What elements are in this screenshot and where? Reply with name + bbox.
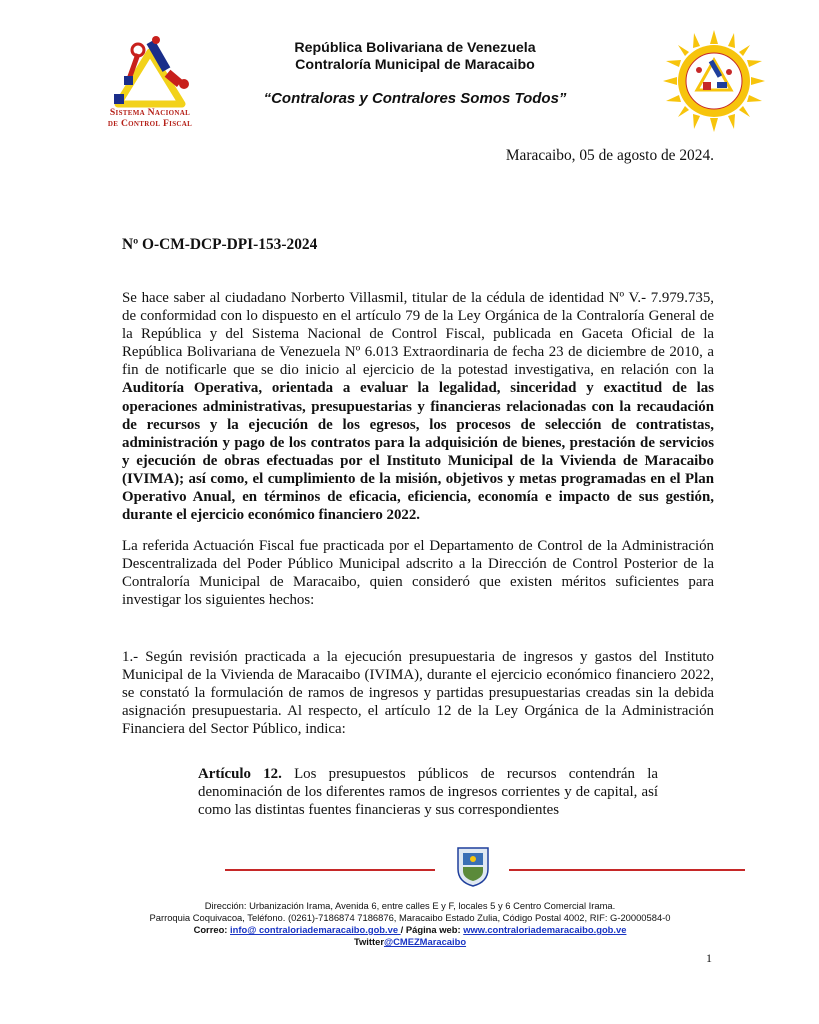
article-12-text: Los presupuestos públicos de recursos contendrán la denominación de los diferentes ramos de ingresos corrientes y de capital, así como las distintas fuentes financieras y sus correspondientes (198, 766, 658, 819)
notification-intro: Se hace saber al ciudadano Norberto Villasmil, titular de la cédula de identidad Nº V.- 7.979.735, de conformidad con lo dispuesto en el artículo 79 de la Ley Orgánica de la Contraloría General de la República y del Sistema Nacional de Control Fiscal, publicada en Gaceta Oficial de la República Bolivariana de Venezuela Nº 6.013 Extraordinaria de fecha 23 de diciembre de 2010, a fin de notificarle que se dio inicio al ejercicio de la potestad investigativa, en relación con la (122, 290, 714, 379)
document-date: Maracaibo, 05 de agosto de 2024. (505, 147, 714, 164)
footer-parish-phone: Parroquia Coquivacoa, Teléfono. (0261)-7186874 7186876, Maracaibo Estado Zulia, Código Postal 4002, RIF: G-20000584-0 (149, 912, 671, 923)
notification-paragraph (122, 289, 714, 524)
twitter-label: Twitter (353, 936, 384, 947)
article-12-heading: Artículo 12. (198, 766, 282, 782)
contraloria-municipal-sun-logo (663, 30, 765, 132)
web-label: / Página web: (400, 924, 464, 935)
email-link[interactable]: info@ contraloriademaracaibo.gob.ve (230, 924, 401, 935)
page-number: 1 (706, 951, 712, 965)
fiscal-action-paragraph: La referida Actuación Fiscal fue practicada por el Departamento de Control de la Administración Descentralizada del Poder Público Municipal adscrito a la Dirección de Control Posterior de la Contraloría Municipal de Maracaibo, quien consideró que existen méritos suficientes para investigar los siguientes hechos: (122, 538, 714, 609)
audit-description: Auditoría Operativa, orientada a evaluar la legalidad, sinceridad y exactitud de las operaciones administrativas, presupuestarias y financieras relacionadas con la recaudación de recursos y la ejecución de los egresos, los procesos de selección de contratistas, administración y pago de los contratos para la adquisición de bienes, prestación de servicios y ejecución de obras efectuadas por el Instituto Municipal de la Vivienda de Maracaibo (IVIMA); así como, el cumplimiento de la misión, objetivos y metas programadas en el Plan Operativo Anual, en términos de eficacia, eficiencia, economía e impacto de sus gestión, durante el ejercicio económico financiero 2022. (122, 380, 714, 524)
footer-rule-right (509, 869, 745, 871)
twitter-link[interactable]: @CMEZMaracaibo (383, 936, 467, 947)
finding-1-paragraph: 1.- Según revisión practicada a la ejecución presupuestaria de ingresos y gastos del Instituto Municipal de la Vivienda de Maracaibo (IVIMA), durante el ejercicio económico financiero 2022, se constató la formulación de ramos de ingresos y partidas presupuestarias creadas sin la debida asignación presupuestaria. Al respecto, el artículo 12 de la Ley Orgánica de la Administración Financiera del Sector Público, indica: (122, 649, 714, 738)
email-label: Correo: (193, 924, 231, 935)
footer-twitter (100, 936, 720, 948)
article-12-quote (198, 765, 658, 819)
maracaibo-coat-of-arms-icon (455, 845, 491, 887)
footer-contact (100, 924, 720, 936)
footer-address: Dirección: Urbanización Irama, Avenida 6, entre calles E y F, locales 5 y 6 Centro Comercial Irama. (204, 900, 616, 911)
header-institution: Contraloría Municipal de Maracaibo (295, 57, 535, 73)
logo-left-caption: Sistema Nacional de Control Fiscal (107, 107, 193, 129)
header-country: República Bolivariana de Venezuela (294, 40, 536, 56)
website-link[interactable]: www.contraloriademaracaibo.gob.ve (463, 924, 627, 935)
footer-rule-left (225, 869, 435, 871)
document-reference-number: Nº O-CM-DCP-DPI-153-2024 (122, 236, 318, 253)
header-motto: “Contraloras y Contralores Somos Todos” (263, 90, 567, 107)
